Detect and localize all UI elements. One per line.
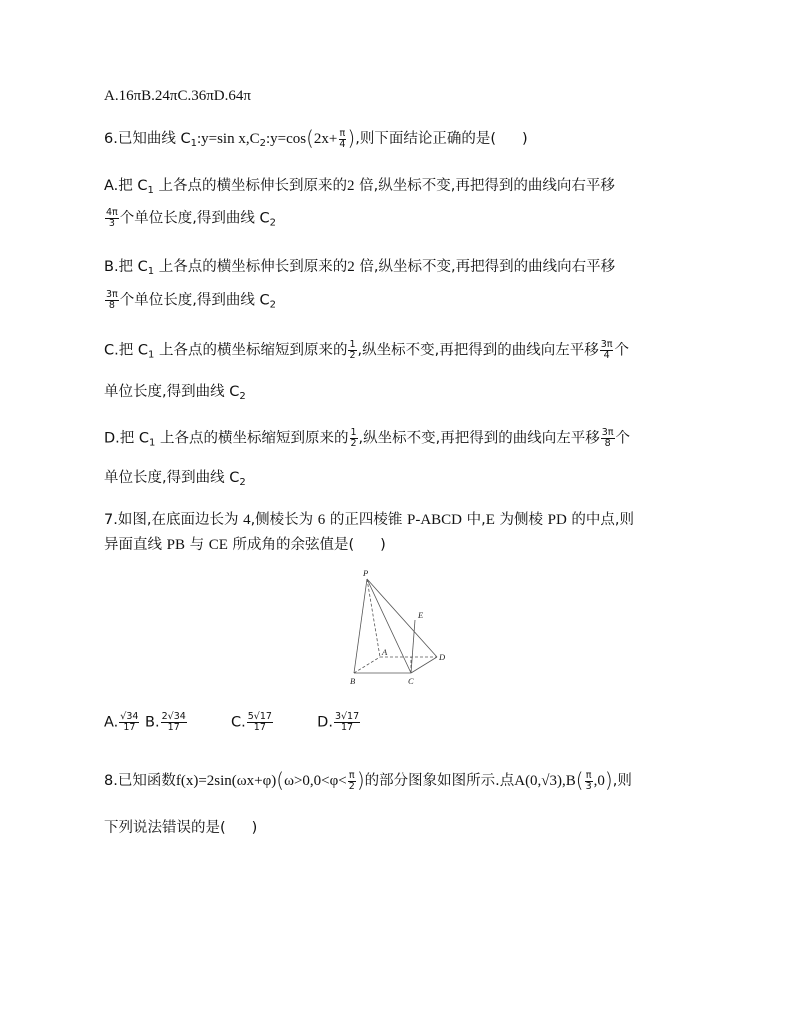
q6-option-a-line2 [104, 208, 276, 234]
q8-stem-line1 [104, 770, 632, 792]
option-text: 单位长度,得到曲线 C [104, 384, 240, 400]
q8-math: f(x)=2sin(ωx+φ) [175, 773, 277, 789]
q6-sub: 1 [190, 138, 197, 149]
sub: 1 [147, 349, 155, 361]
paren-close: ) [604, 768, 613, 792]
frac-num: π [348, 769, 355, 781]
q6-sub: 2 [259, 138, 266, 149]
option-text: D.把 C [104, 430, 150, 447]
q7-text: 为侧棱 [499, 512, 544, 528]
option-label: D. [317, 714, 333, 731]
pyramid-diagram [340, 568, 450, 690]
option-label: A. [104, 714, 119, 731]
option-text: 倍,纵坐标不变,再把得到的曲线向右平移 [359, 259, 616, 275]
edge-cd [411, 657, 437, 673]
frac-num: 3π [601, 427, 614, 438]
q6-stem-text: 6.已知曲线 C [104, 131, 191, 147]
q8-text: 8.已知函数 [104, 773, 176, 789]
edge-pa [367, 579, 380, 657]
q6-option-c [104, 340, 629, 366]
option-text: 个 [614, 342, 629, 359]
q6-stem-close: ) [522, 131, 528, 147]
option-text: 上各点的横坐标伸长到原来的 [158, 178, 347, 194]
frac-num: 1 [349, 339, 356, 350]
edge-pd [367, 579, 437, 657]
edge-ab [354, 657, 380, 673]
q8-text: 的部分图象如图所示.点 [364, 773, 515, 789]
q8-math: ,0 [593, 773, 605, 789]
frac-den: 17 [253, 722, 266, 733]
frac-den: 3 [585, 780, 592, 792]
q7-text: 与 [189, 537, 205, 553]
q7-text: 异面直线 [104, 537, 162, 553]
q7-text: ,侧棱长为 [250, 512, 314, 528]
frac-den: 17 [123, 722, 136, 733]
option-text: 倍,纵坐标不变,再把得到的曲线向右平移 [359, 178, 615, 194]
frac-den: 4 [603, 350, 610, 361]
frac-num: 3√17 [334, 711, 360, 722]
frac-den: 2 [350, 438, 357, 449]
option-label: C. [231, 714, 246, 731]
q7-text: 的中点,则 [571, 512, 635, 528]
option-text: B.把 C [104, 259, 148, 275]
q7-math: PB [166, 537, 185, 553]
q6-option-d [104, 428, 630, 454]
q7-math: P-ABCD [407, 512, 463, 528]
option-fraction [334, 712, 360, 733]
q6-stem [104, 128, 528, 154]
q7-text: 所成角的余弦值是( [232, 537, 355, 553]
q8-fraction [348, 771, 356, 792]
pyramid-figure [340, 568, 450, 694]
option-text: 个 [615, 430, 631, 447]
frac-den: 2 [349, 350, 356, 361]
sub: 2 [239, 391, 246, 402]
q6-option-b [104, 257, 615, 282]
frac-den: 8 [108, 300, 115, 311]
option-text: 上各点的横坐标缩短到原来的 [160, 430, 349, 447]
q7-stem-line1 [104, 510, 634, 530]
q6-stem-text: ,则下面结论正确的是( [355, 131, 496, 147]
q7-text: 7.如图,在底面边长为 [104, 512, 239, 528]
option-text: 个单位长度,得到曲线 C [119, 210, 270, 227]
frac-num: π [339, 127, 346, 139]
option-fraction [105, 208, 119, 229]
q5-options [104, 86, 251, 106]
frac-den: 3 [108, 218, 115, 229]
sub: 2 [239, 477, 246, 488]
option-number: 2 [347, 178, 355, 194]
frac-num: 5√17 [247, 711, 272, 722]
sub: 1 [147, 185, 154, 196]
option-fraction [601, 428, 615, 449]
edge-pc [367, 579, 411, 673]
q8-close: ) [251, 820, 258, 836]
option-text: 上各点的横坐标伸长到原来的 [158, 259, 348, 275]
option-number: 2 [347, 259, 355, 275]
paren-open: ( [306, 126, 314, 150]
frac-num: √34 [120, 711, 139, 722]
frac-den: 2 [348, 780, 355, 792]
paren-close: ) [356, 768, 365, 792]
frac-num: 1 [350, 427, 357, 438]
frac-num: 3π [600, 339, 613, 350]
q6-stem-text: :y=cos [265, 131, 307, 147]
q6-option-c-line2 [104, 382, 246, 407]
label-b: B [350, 676, 356, 686]
option-text: 单位长度,得到曲线 C [104, 470, 240, 486]
option-text: C.把 C [104, 342, 148, 359]
q8-text: ,则 [612, 773, 632, 789]
frac-den: 4 [339, 138, 346, 150]
frac-den: 17 [167, 722, 180, 733]
frac-num: 3π [106, 289, 118, 300]
sub: 1 [147, 266, 155, 277]
option-text: 上各点的横坐标缩短到原来的 [158, 342, 348, 359]
sub: 1 [149, 437, 156, 449]
q7-math: E [485, 512, 495, 528]
q6-option-b-line2 [104, 290, 276, 316]
q8-stem-line2 [104, 818, 257, 838]
paren-open: ( [575, 768, 584, 792]
q7-text: 中, [466, 512, 486, 528]
label-p: P [363, 568, 369, 578]
q6-stem-text: :y=sin x,C [196, 131, 260, 147]
option-fraction [600, 340, 614, 361]
option-fraction [105, 290, 119, 311]
q7-number: 6 [317, 512, 326, 528]
label-d: D [439, 652, 446, 662]
q7-close: ) [380, 537, 386, 553]
option-fraction [119, 712, 139, 733]
frac-num: 2√34 [161, 711, 186, 722]
q6-stem-fraction [338, 129, 346, 150]
option-fraction [348, 340, 356, 361]
q6-option-a [104, 176, 615, 201]
q7-stem-line2 [104, 535, 386, 555]
option-text: ,纵坐标不变,再把得到的曲线向左平移 [357, 342, 599, 359]
label-e: E [418, 610, 424, 620]
option-fraction [161, 712, 187, 733]
q6-option-d-line2 [104, 468, 246, 493]
sub: 2 [269, 217, 276, 229]
option-text: 个单位长度,得到曲线 C [119, 292, 270, 309]
q7-text: 的正四棱锥 [329, 512, 403, 528]
q6-stem-text: 2x+ [313, 131, 338, 147]
sub: 2 [269, 299, 276, 311]
frac-num: π [585, 769, 592, 781]
frac-den: 17 [340, 722, 354, 733]
q8-math: A(0,√3),B [514, 773, 576, 789]
frac-num: 4π [106, 207, 118, 218]
paren-close: ) [347, 126, 356, 150]
q7-options [104, 712, 361, 733]
option-fraction [247, 712, 273, 733]
q7-math: PD [547, 512, 567, 528]
label-c: C [408, 676, 414, 686]
paren-open: ( [276, 768, 285, 792]
q8-math: ω>0,0<φ< [284, 773, 347, 789]
option-fraction [350, 428, 358, 449]
q7-math: CE [208, 537, 228, 553]
q7-number: 4 [243, 512, 251, 528]
q8-text: 下列说法错误的是( [104, 820, 226, 836]
segment-ce [411, 620, 415, 673]
frac-den: 8 [604, 438, 611, 449]
label-a: A [382, 647, 388, 657]
q5-options-text: A.16πB.24πC.36πD.64π [104, 88, 251, 104]
q8-fraction [585, 771, 593, 792]
option-text: ,纵坐标不变,再把得到的曲线向左平移 [358, 430, 600, 447]
option-text: A.把 C [104, 178, 148, 194]
edge-pb [354, 579, 367, 673]
option-label: B. [145, 714, 160, 731]
